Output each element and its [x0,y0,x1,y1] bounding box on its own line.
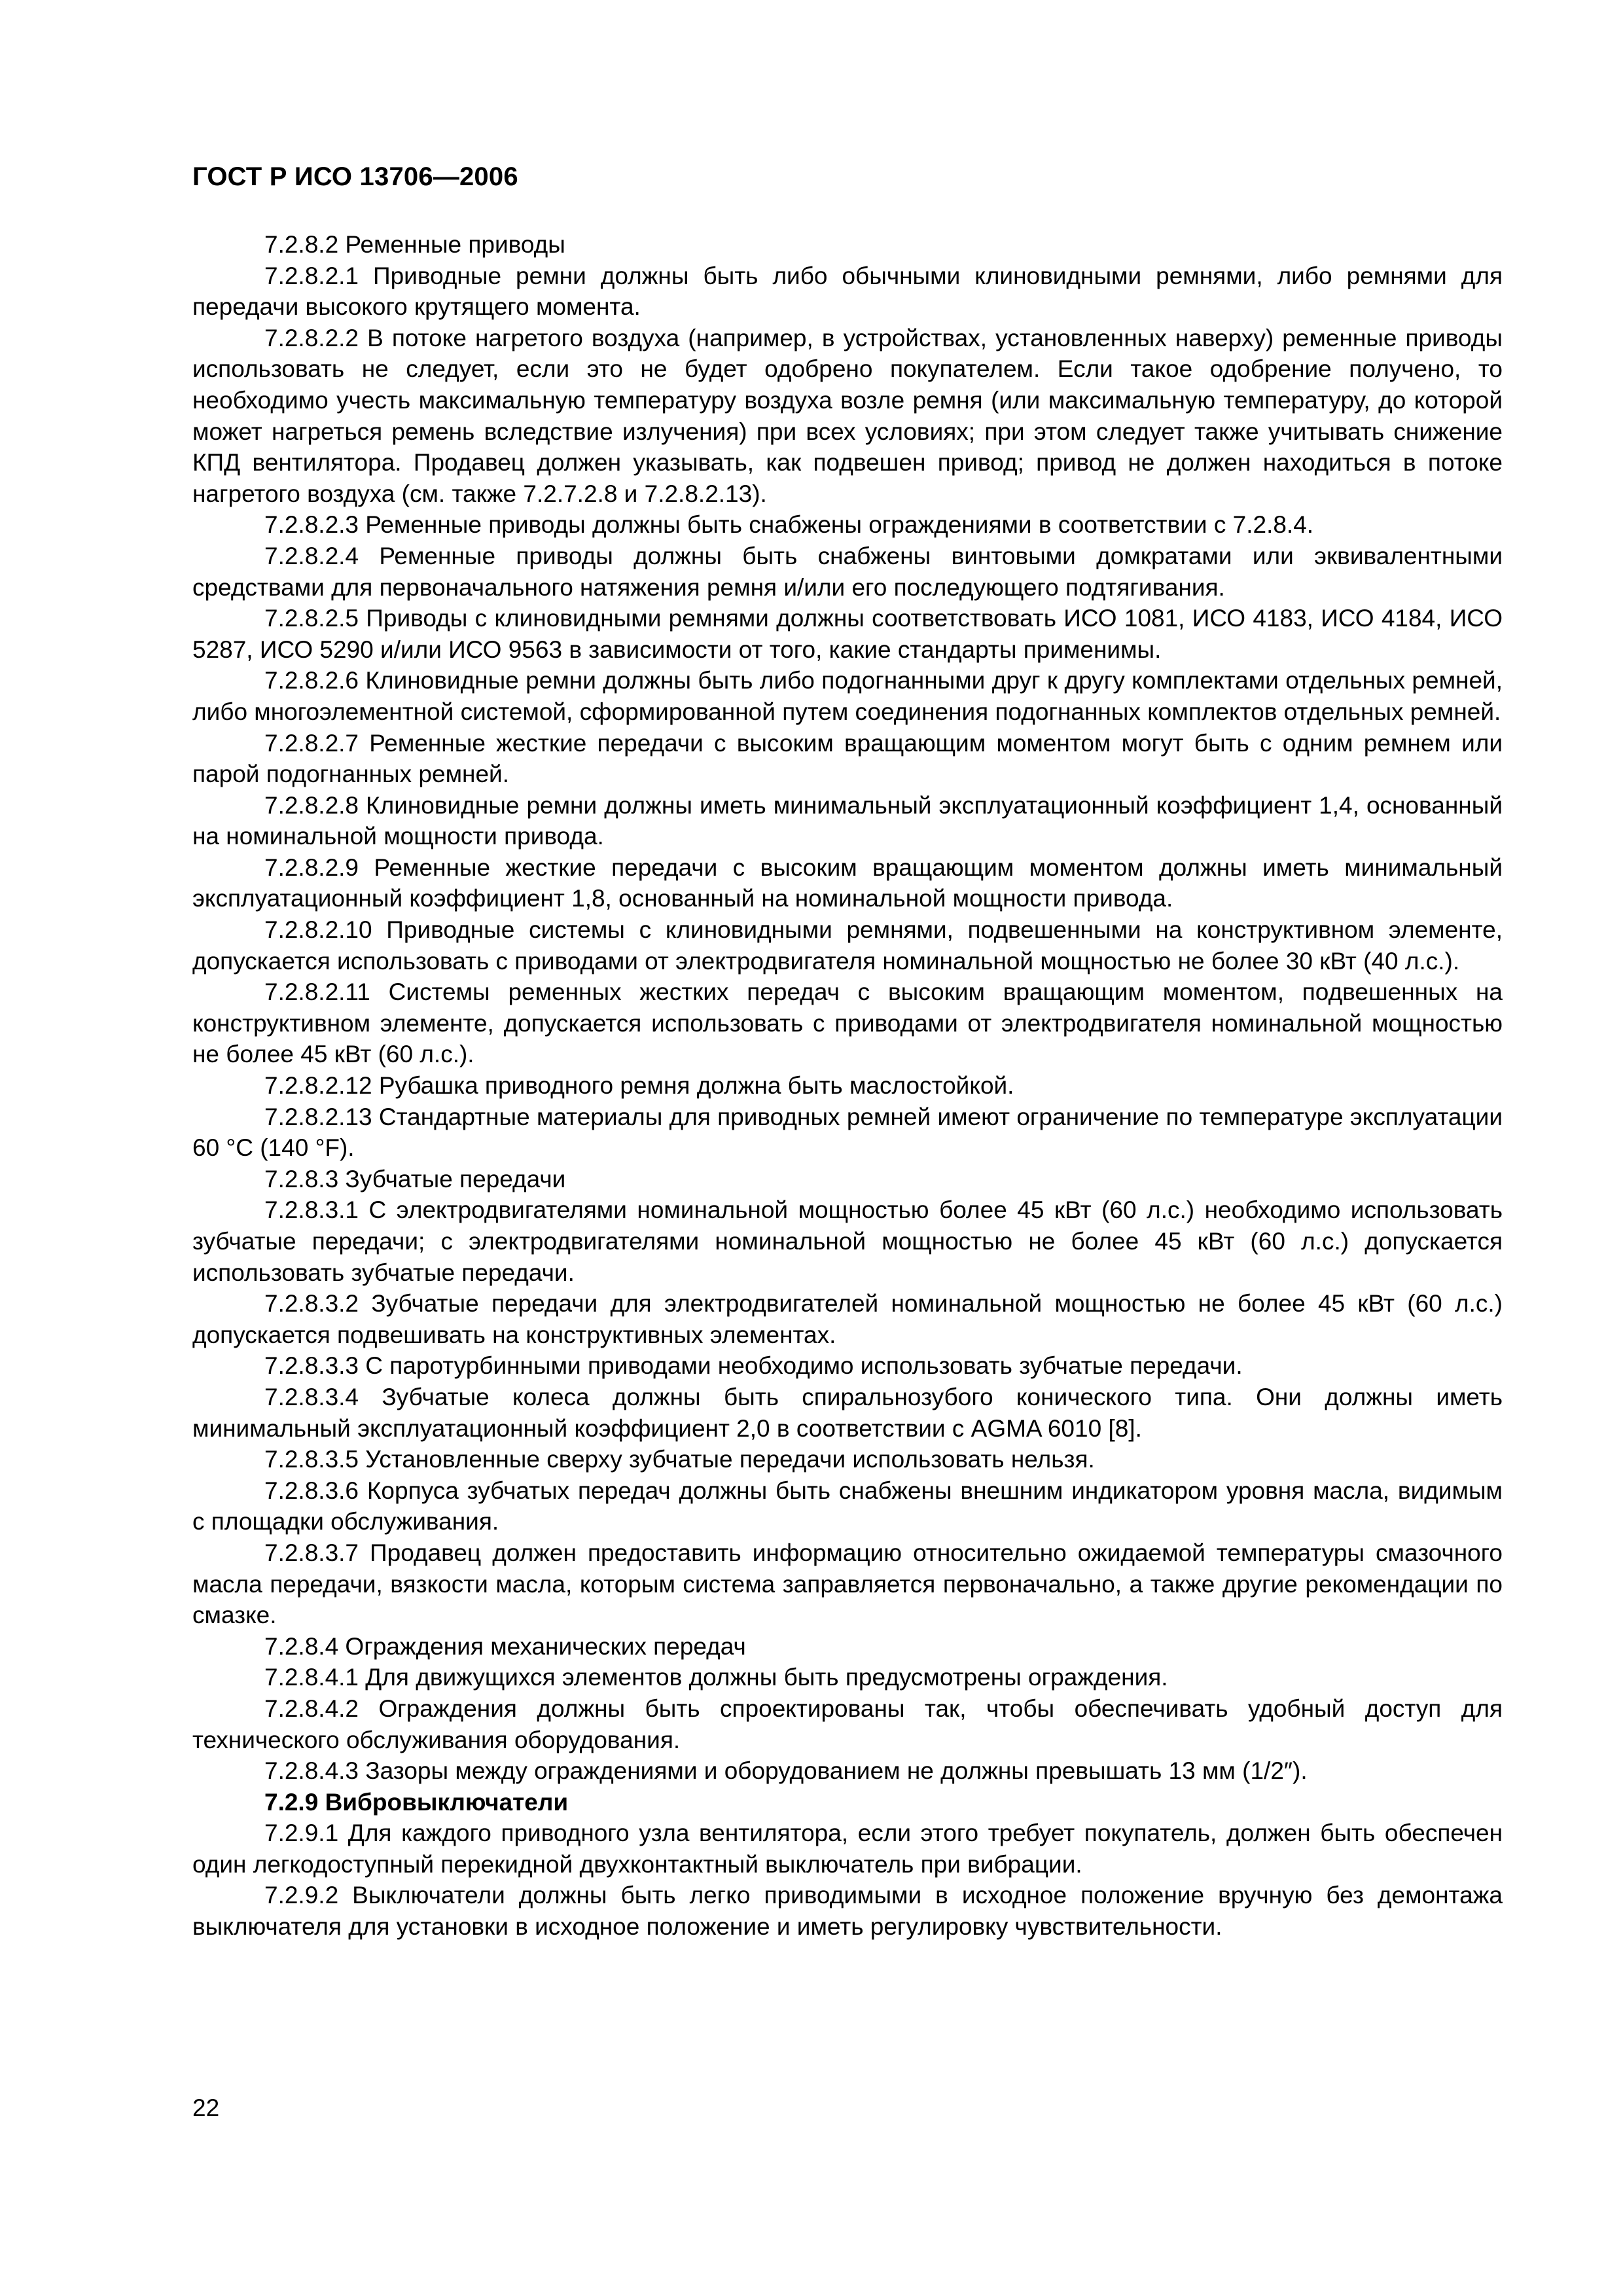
paragraph: 7.2.8.2.1 Приводные ремни должны быть либо обычными клиновидными ремнями, либо ремнями для передачи высокого крутящего момента. [192,262,1503,321]
paragraph: 7.2.8.2.6 Клиновидные ремни должны быть либо подогнанными друг к другу комплектами отдельных ремней, либо многоэлементной системой, сформированной путем соединения подогнанных комплектов отдельных ремней. [192,667,1503,725]
paragraph: 7.2.8.4.3 Зазоры между ограждениями и оборудованием не должны превышать 13 мм (1/2″). [264,1757,1308,1785]
paragraph: 7.2.8.3.4 Зубчатые колеса должны быть спиральнозубого конического типа. Они должны иметь минимальный эксплуатационный коэффициент 2,0 в соответствии с AGMA 6010 [8]. [192,1383,1503,1442]
paragraph: 7.2.9.1 Для каждого приводного узла вентилятора, если этого требует покупатель, должен быть обеспечен один легкодоступный перекидной двухконтактный выключатель при вибрации. [192,1820,1503,1878]
paragraph: 7.2.8.2.9 Ременные жесткие передачи с высоким вращающим моментом должны иметь минимальный эксплуатационный коэффициент 1,8, основанный на номинальной мощности привода. [192,853,1503,912]
paragraph: 7.2.8.3 Зубчатые передачи [264,1165,566,1193]
section-heading: 7.2.9 Вибровыключатели [264,1788,569,1816]
page-number: 22 [192,2094,220,2121]
paragraph: 7.2.8.3.7 Продавец должен предоставить информацию относительно ожидаемой температуры смазочного масла передачи, вязкости масла, которым система заправляется первоначально, а также другие рекомендации по смазке. [192,1539,1503,1629]
paragraph: 7.2.8.2.11 Системы ременных жестких передач с высоким вращающим моментом, подвешенных на конструктивном элементе, допускается использовать с приводами от электродвигателя номинальной мощностью не более 45 кВт (60 л.с.). [192,978,1503,1068]
paragraph: 7.2.8.2.2 В потоке нагретого воздуха (например, в устройствах, установленных наверху) ременные приводы использовать не следует, если это не будет одобрено покупателем. Если такое одобрение получено, то необходимо учесть максимальную температуру воздуха возле ремня (или максимальную температуру, до которой может нагреться ремень вследствие излучения) при всех условиях; при этом следует также учитывать снижение КПД вентилятора. Продавец должен указывать, как подвешен привод; привод не должен находиться в потоке нагретого воздуха (см. также 7.2.7.2.8 и 7.2.8.2.13). [192,324,1503,507]
document-body [192,229,1503,1943]
paragraph: 7.2.8.3.1 С электродвигателями номинальной мощностью более 45 кВт (60 л.с.) необходимо использовать зубчатые передачи; с электродвигателями номинальной мощностью не более 45 кВт (60 л.с.) допускается использовать зубчатые передачи. [192,1196,1503,1286]
paragraph: 7.2.8.2.8 Клиновидные ремни должны иметь минимальный эксплуатационный коэффициент 1,4, основанный на номинальной мощности привода. [192,791,1503,850]
paragraph: 7.2.9.2 Выключатели должны быть легко приводимыми в исходное положение вручную без демонтажа выключателя для установки в исходное положение и иметь регулировку чувствительности. [192,1882,1503,1941]
paragraph: 7.2.8.4.1 Для движущихся элементов должны быть предусмотрены ограждения. [264,1664,1168,1691]
paragraph: 7.2.8.3.3 С паротурбинными приводами необходимо использовать зубчатые передачи. [264,1352,1243,1380]
paragraph: 7.2.8.2.4 Ременные приводы должны быть снабжены винтовыми домкратами или эквивалентными средствами для первоначального натяжения ремня и/или его последующего подтягивания. [192,542,1503,601]
paragraph: 7.2.8.4 Ограждения механических передач [264,1632,746,1660]
paragraph: 7.2.8.4.2 Ограждения должны быть спроектированы так, чтобы обеспечивать удобный доступ для технического обслуживания оборудования. [192,1695,1503,1753]
paragraph: 7.2.8.2.12 Рубашка приводного ремня должна быть маслостойкой. [264,1072,1014,1100]
paragraph: 7.2.8.2.5 Приводы с клиновидными ремнями должны соответствовать ИСО 1081, ИСО 4183, ИСО 4184, ИСО 5287, ИСО 5290 и/или ИСО 9563 в зависимости от того, какие стандарты применимы. [192,605,1503,663]
paragraph: 7.2.8.2.13 Стандартные материалы для приводных ремней имеют ограничение по температуре эксплуатации 60 °С (140 °F). [192,1103,1503,1162]
paragraph: 7.2.8.2.7 Ременные жесткие передачи с высоким вращающим моментом могут быть с одним ремнем или парой подогнанных ремней. [192,729,1503,788]
paragraph: 7.2.8.3.5 Установленные сверху зубчатые передачи использовать нельзя. [264,1446,1095,1473]
paragraph: 7.2.8.2.3 Ременные приводы должны быть снабжены ограждениями в соответствии с 7.2.8.4. [264,511,1314,539]
paragraph: 7.2.8.3.6 Корпуса зубчатых передач должны быть снабжены внешним индикатором уровня масла, видимым с площадки обслуживания. [192,1477,1503,1535]
paragraph: 7.2.8.2.10 Приводные системы с клиновидными ремнями, подвешенными на конструктивном элементе, допускается использовать с приводами от электродвигателя номинальной мощностью не более 30 кВт (40 л.с.). [192,916,1503,975]
paragraph: 7.2.8.3.2 Зубчатые передачи для электродвигателей номинальной мощностью не более 45 кВт (60 л.с.) допускается подвешивать на конструктивных элементах. [192,1290,1503,1348]
paragraph: 7.2.8.2 Ременные приводы [264,231,565,258]
document-header: ГОСТ Р ИСО 13706—2006 [192,162,518,191]
